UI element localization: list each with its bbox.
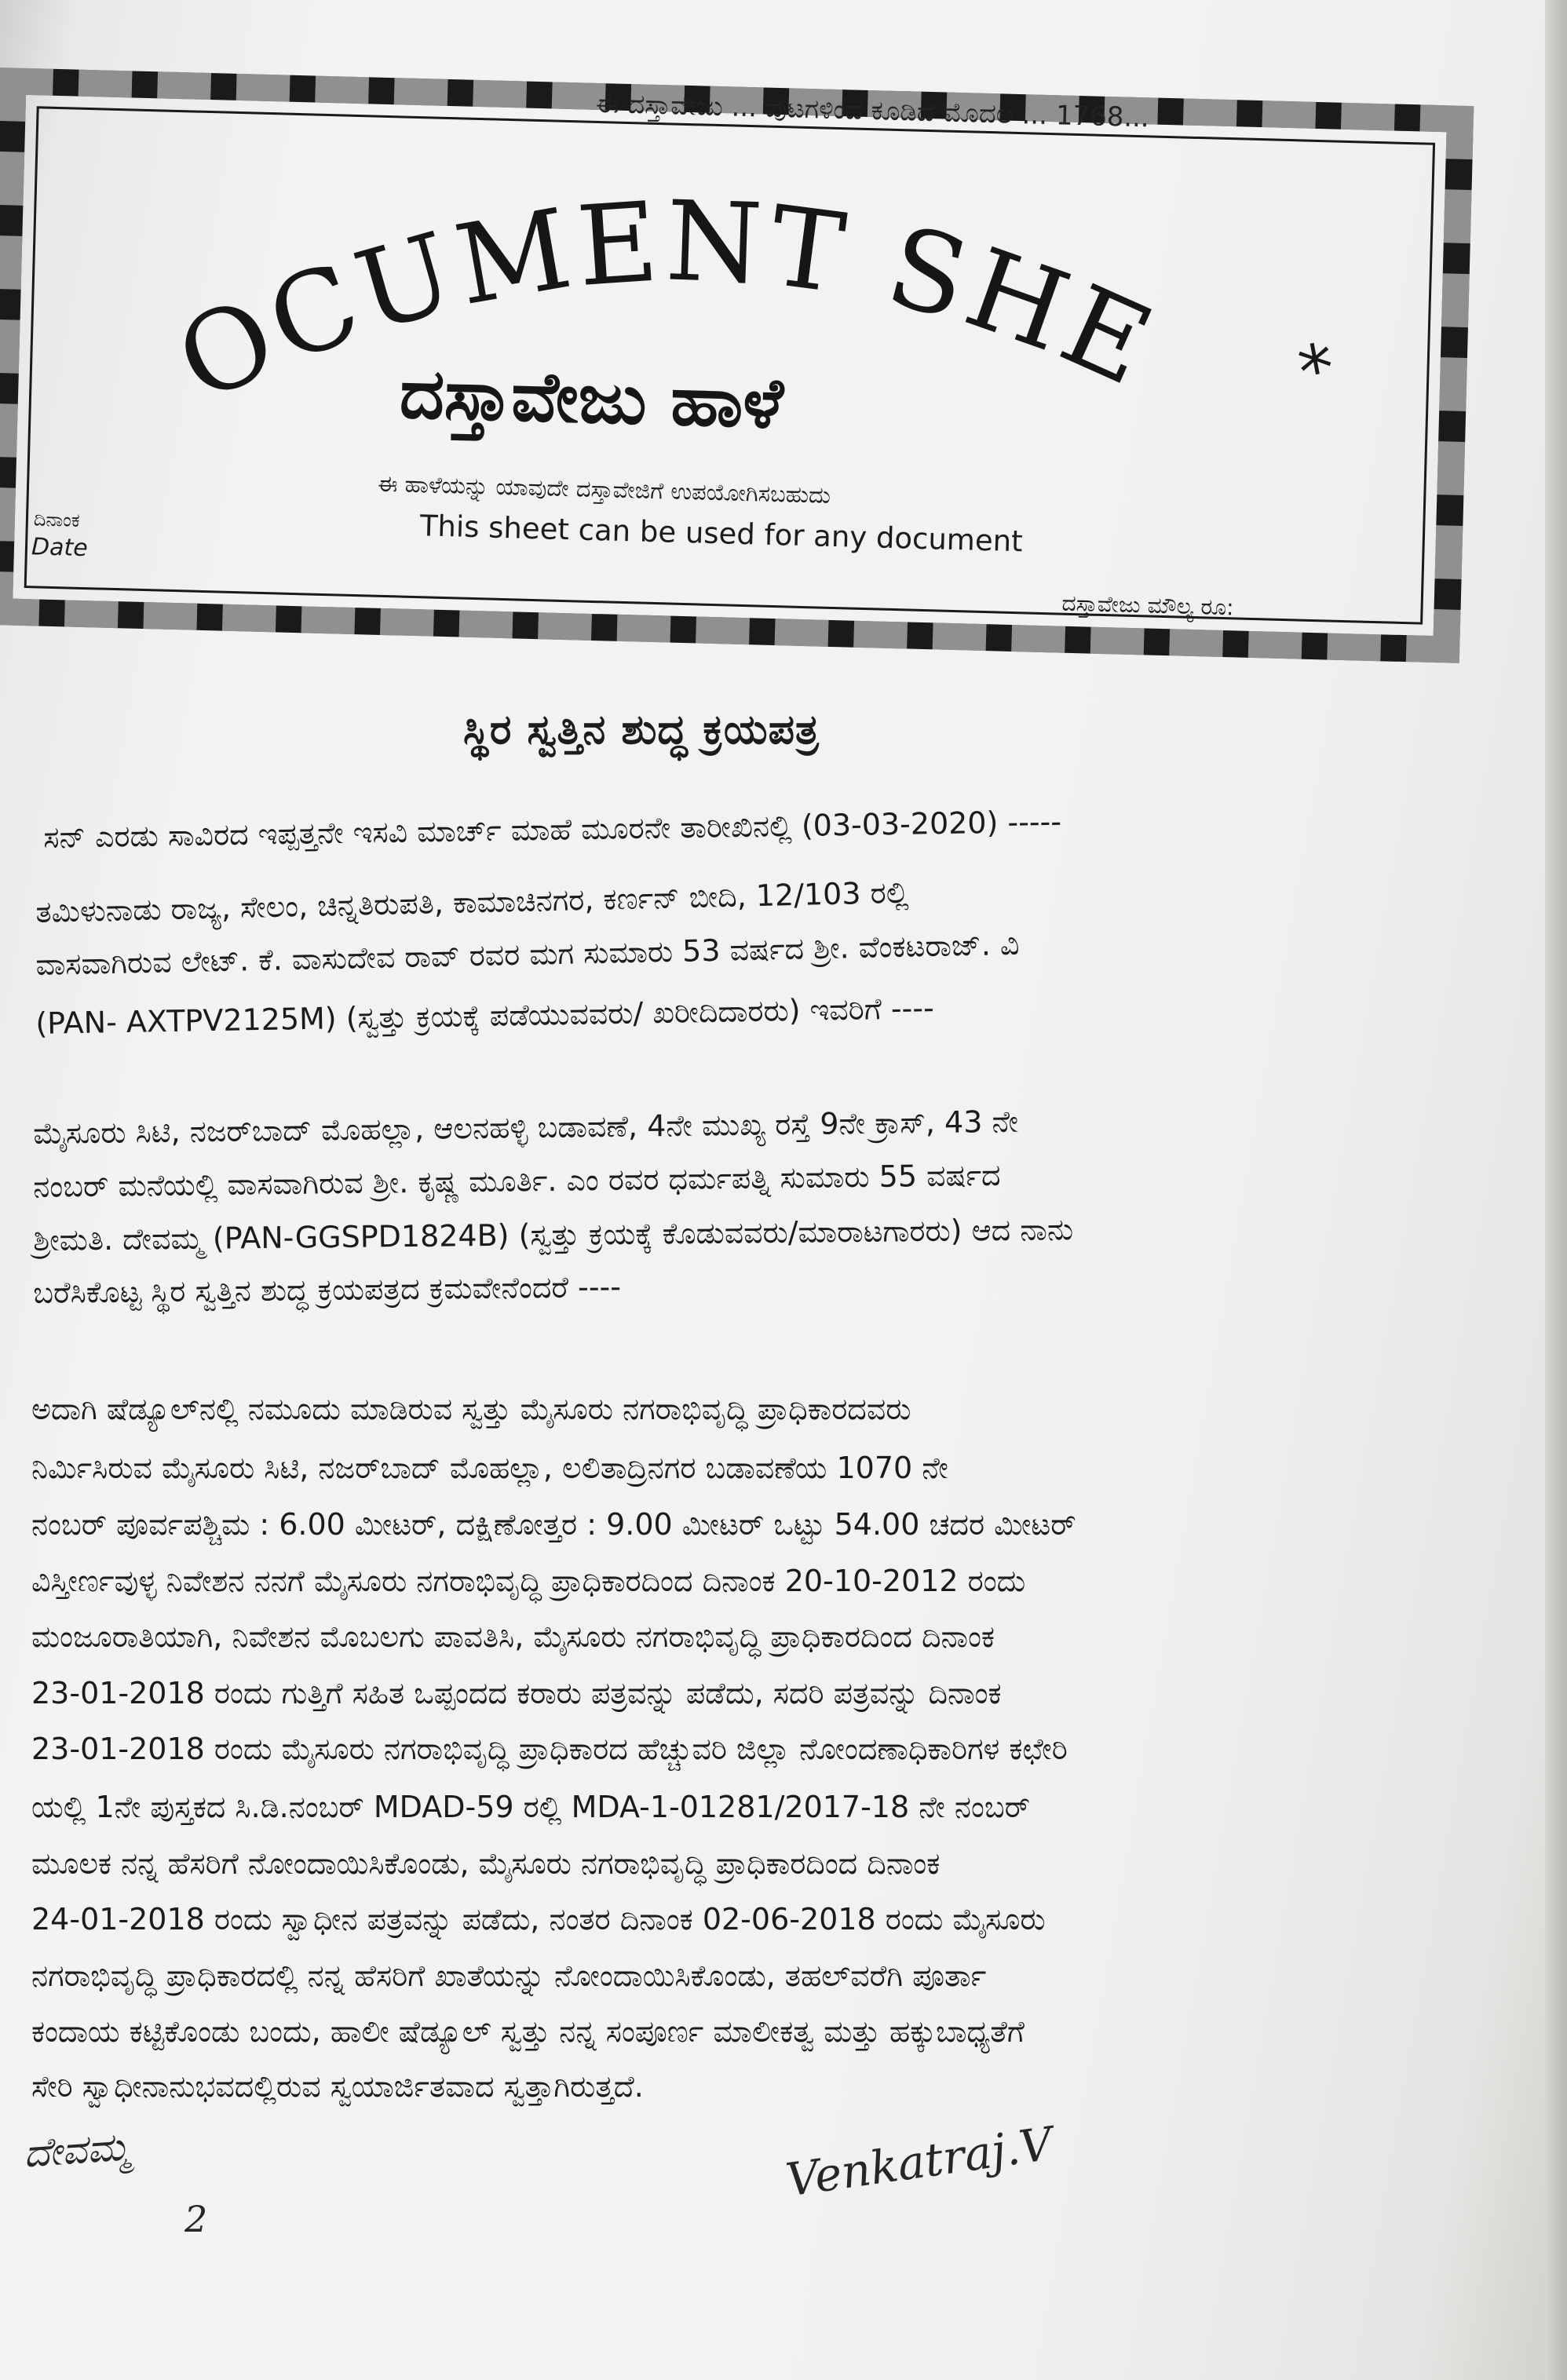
document-value-label: ದಸ್ತಾವೇಜು ಮೌಲ್ಯ ರೂ: <box>1061 590 1235 621</box>
para3-line-12: ಕಂದಾಯ ಕಟ್ಟಿಕೊಂಡು ಬಂದು, ಹಾಲೀ ಷೆಡ್ಯೂಲ್ ಸ್ವತ್ತು ನನ್ನ ಸಂಪೂರ್ಣ ಮಾಲೀಕತ್ವ ಮತ್ತು ಹಕ್ಕುಬಾಧ್ಯತೆಗೆ <box>31 2014 1025 2049</box>
date-line: ಸನ್ ಎರಡು ಸಾವಿರದ ಇಪ್ಪತ್ತನೇ ಇಸವಿ ಮಾರ್ಚ್ ಮಾಹೆ ಮೂರನೇ ತಾರೀಖಿನಲ್ಲಿ (03-03-2020) ----- <box>43 804 1062 855</box>
page-edge <box>1545 0 1567 2380</box>
stamp-title-text: DOCUMENT SHEET <box>159 96 1174 428</box>
para3-line-9: ಮೂಲಕ ನನ್ನ ಹೆಸರಿಗೆ ನೋಂದಾಯಿಸಿಕೊಂಡು, ಮೈಸೂರು ನಗರಾಭಿವೃದ್ಧಿ ಪ್ರಾಧಿಕಾರದಿಂದ ದಿನಾಂಕ <box>31 1846 941 1881</box>
para3-line-10: 24-01-2018 ರಂದು ಸ್ವಾಧೀನ ಪತ್ರವನ್ನು ಪಡೆದು, ನಂತರ ದಿನಾಂಕ 02-06-2018 ರಂದು ಮೈಸೂರು <box>31 1902 1046 1936</box>
handwritten-page-note: ಈ ದಸ್ತಾವೇಜು ... ಪುಟಗಳಿಂದ ಕೂಡಿದೆ ಮೊದಲ ... 1768... <box>595 87 1150 134</box>
para3-line-2: ನಿರ್ಮಿಸಿರುವ ಮೈಸೂರು ಸಿಟಿ, ನಜರ್‌ಬಾದ್ ಮೊಹಲ್ಲಾ, ಲಲಿತಾದ್ರಿನಗರ ಬಡಾವಣೆಯ 1070 ನೇ <box>31 1451 948 1485</box>
para2-line-4: ಬರೆಸಿಕೊಟ್ಟ ಸ್ಥಿರ ಸ್ವತ್ತಿನ ಶುದ್ಧ ಕ್ರಯಪತ್ರದ ಕ್ರಮವೇನೆಂದರೆ ---- <box>33 1269 622 1310</box>
para2-line-3: ಶ್ರೀಮತಿ. ದೇವಮ್ಮ (PAN-GGSPD1824B) (ಸ್ವತ್ತು ಕ್ರಯಕ್ಕೆ ಕೊಡುವವರು/ಮಾರಾಟಗಾರರು) ಆದ ನಾನು <box>33 1212 1074 1258</box>
para1-line-3: (PAN- AXTPV2125M) (ಸ್ವತ್ತು ಕ್ರಯಕ್ಕೆ ಪಡೆಯುವವರು/ ಖರೀದಿದಾರರು) ಇವರಿಗೆ ---- <box>35 991 935 1041</box>
para3-line-3: ನಂಬರ್ ಪೂರ್ವಪಶ್ಚಿಮ : 6.00 ಮೀಟರ್, ದಕ್ಷಿಣೋತ್ತರ : 9.00 ಮೀಟರ್ ಒಟ್ಟು 54.00 ಚದರ ಮೀಟರ್ <box>31 1507 1076 1542</box>
para1-line-1: ತಮಿಳುನಾಡು ರಾಜ್ಯ, ಸೇಲಂ, ಚಿನ್ನತಿರುಪತಿ, ಕಾಮಾಚಿನಗರ, ಕರ್ಣನ್ ಬೀದಿ, 12/103 ರಲ್ಲಿ <box>35 874 909 929</box>
para3-line-5: ಮಂಜೂರಾತಿಯಾಗಿ, ನಿವೇಶನ ಮೊಬಲಗು ಪಾವತಿಸಿ, ಮೈಸೂರು ನಗರಾಭಿವೃದ್ಧಿ ಪ್ರಾಧಿಕಾರದಿಂದ ದಿನಾಂಕ <box>31 1619 995 1654</box>
para3-line-11: ನಗರಾಭಿವೃದ್ಧಿ ಪ್ರಾಧಿಕಾರದಲ್ಲಿ ನನ್ನ ಹೆಸರಿಗೆ ಖಾತೆಯನ್ನು ನೋಂದಾಯಿಸಿಕೊಂಡು, ತಹಲ್‌ವರೆಗಿ ಪೂರ್ತಾ <box>31 1958 987 1993</box>
para3-line-13: ಸೇರಿ ಸ್ವಾಧೀನಾನುಭವದಲ್ಲಿರುವ ಸ್ವಯಾರ್ಜಿತವಾದ ಸ್ವತ್ತಾಗಿರುತ್ತದೆ. <box>31 2069 644 2104</box>
para3-line-7: 23-01-2018 ರಂದು ಮೈಸೂರು ನಗರಾಭಿವೃದ್ಧಿ ಪ್ರಾಧಿಕಾರದ ಹೆಚ್ಚುವರಿ ಜಿಲ್ಲಾ ನೋಂದಣಾಧಿಕಾರಿಗಳ ಕಛೇರಿ <box>31 1732 1068 1766</box>
para3-line-4: ವಿಸ್ತೀರ್ಣವುಳ್ಳ ನಿವೇಶನ ನನಗೆ ಮೈಸೂರು ನಗರಾಭಿವೃದ್ಧಿ ಪ್ರಾಧಿಕಾರದಿಂದ ದಿನಾಂಕ 20-10-2012 ರಂದು <box>31 1564 1026 1598</box>
stamp-note-english: This sheet can be used for any document <box>419 509 1024 559</box>
date-label: Date <box>31 533 89 563</box>
document-title: ಸ್ಥಿರ ಸ್ವತ್ತಿನ ಶುದ್ಧ ಕ್ರಯಪತ್ರ <box>463 706 820 754</box>
para2-line-1: ಮೈಸೂರು ಸಿಟಿ, ನಜರ್‌ಬಾದ್ ಮೊಹಲ್ಲಾ, ಆಲನಹಳ್ಳಿ ಬಡಾವಣೆ, 4ನೇ ಮುಖ್ಯ ರಸ್ತೆ 9ನೇ ಕ್ರಾಸ್, 43 ನೇ <box>33 1104 1019 1151</box>
para2-line-2: ನಂಬರ್ ಮನೆಯಲ್ಲಿ ವಾಸವಾಗಿರುವ ಶ್ರೀ. ಕೃಷ್ಣ ಮೂರ್ತಿ. ಎಂ ರವರ ಧರ್ಮಪತ್ನಿ ಸುಮಾರು 55 ವರ್ಷದ <box>33 1157 1001 1204</box>
para3-line-1: ಅದಾಗಿ ಷೆಡ್ಯೂಲ್‌ನಲ್ಲಿ ನಮೂದು ಮಾಡಿರುವ ಸ್ವತ್ತು ಮೈಸೂರು ನಗರಾಭಿವೃದ್ಧಿ ಪ್ರಾಧಿಕಾರದವರು <box>31 1392 911 1426</box>
date-label-kannada: ದಿನಾಂಕ <box>33 508 81 531</box>
document-sheet-stamp <box>0 68 1474 663</box>
seller-signature: ದೇವಮ್ಮ <box>22 2123 131 2177</box>
para1-line-2: ವಾಸವಾಗಿರುವ ಲೇಟ್. ಕೆ. ವಾಸುದೇವ ರಾವ್ ರವರ ಮಗ ಸುಮಾರು 53 ವರ್ಷದ ಶ್ರೀ. ವೆಂಕಟರಾಜ್. ವಿ <box>35 926 1020 982</box>
buyer-signature: Venkatraj.V <box>782 2116 1056 2207</box>
para3-line-8: ಯಲ್ಲಿ 1ನೇ ಪುಸ್ತಕದ ಸಿ.ಡಿ.ನಂಬರ್ MDAD-59 ರಲ್ಲಿ MDA-1-01281/2017-18 ನೇ ನಂಬರ್ <box>31 1790 1031 1824</box>
seller-signature-mark: 2 <box>184 2198 208 2240</box>
stamp-note-kannada: ಈ ಹಾಳೆಯನ್ನು ಯಾವುದೇ ದಸ್ತಾವೇಜಿಗೆ ಉಪಯೋಗಿಸಬಹುದು <box>377 469 831 509</box>
para3-line-6: 23-01-2018 ರಂದು ಗುತ್ತಿಗೆ ಸಹಿತ ಒಪ್ಪಂದದ ಕರಾರು ಪತ್ರವನ್ನು ಪಡೆದು, ಸದರಿ ಪತ್ರವನ್ನು ದಿನಾಂಕ <box>31 1676 1002 1710</box>
handwritten-asterisk: * <box>1292 327 1342 414</box>
stamp-title-kannada: ದಸ್ತಾವೇಜು ಹಾಳೆ <box>398 352 785 444</box>
